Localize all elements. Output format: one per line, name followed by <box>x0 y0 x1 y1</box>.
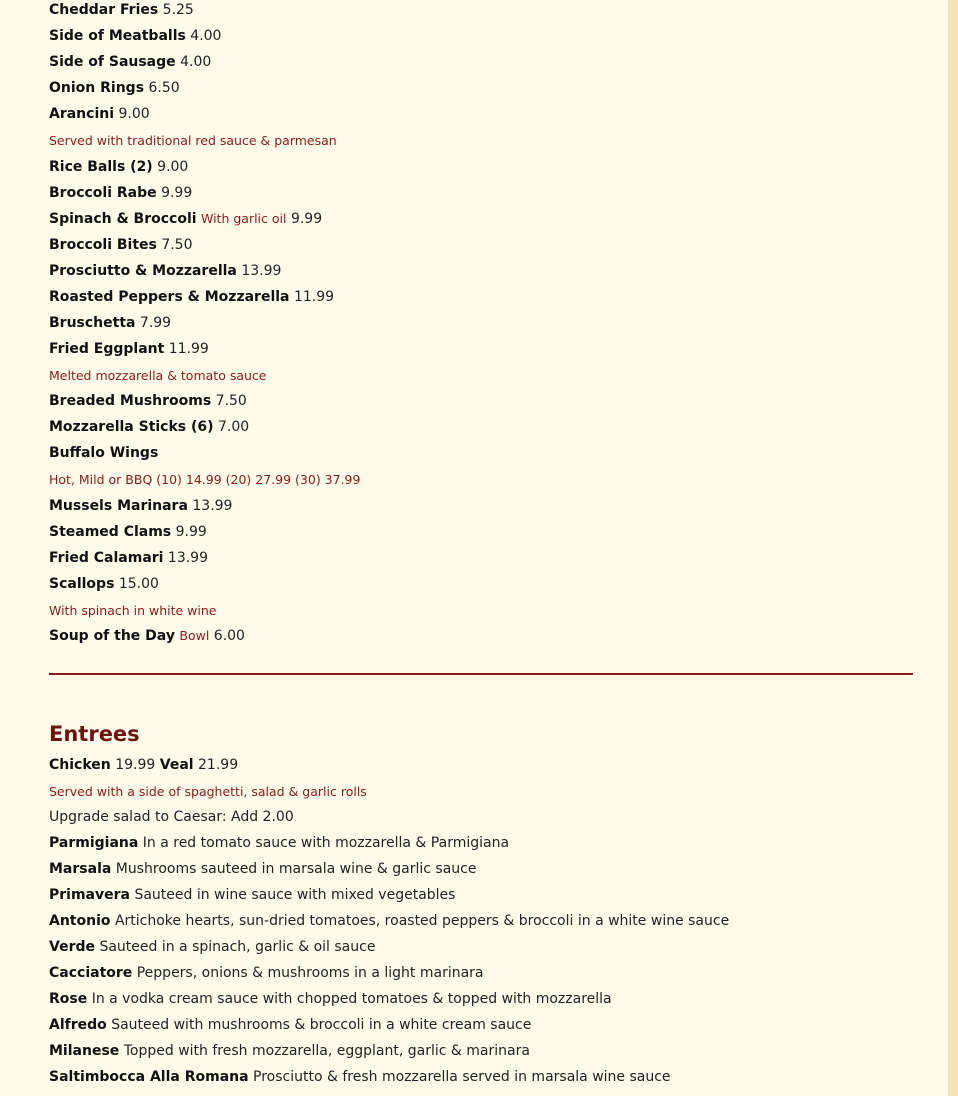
item-name: Arancini <box>49 106 115 122</box>
item-name: Cacciatore <box>49 965 133 981</box>
entree-style <box>49 937 375 957</box>
menu-item <box>49 52 211 72</box>
item-price: 9.00 <box>118 106 150 122</box>
item-name: Saltimbocca Alla Romana <box>49 1069 249 1085</box>
item-price: 21.99 <box>198 757 239 773</box>
item-description: Mushrooms sauteed in marsala wine & garlic sauce <box>115 861 477 877</box>
item-price: 19.99 <box>115 757 156 773</box>
note-text: Hot, Mild or BBQ (10) 14.99 (20) 27.99 (30) 37.99 <box>49 472 361 487</box>
menu-item <box>49 209 322 229</box>
item-name: Fried Eggplant <box>49 341 165 357</box>
menu-note <box>49 601 217 621</box>
item-name: Roasted Peppers & Mozzarella <box>49 289 290 305</box>
item-name: Marsala <box>49 861 112 877</box>
section-heading-entrees: Entrees <box>49 722 140 746</box>
entree-style <box>49 1067 671 1087</box>
item-price: 11.99 <box>168 341 209 357</box>
item-description: With garlic oil <box>201 211 287 226</box>
item-name: Spinach & Broccoli <box>49 211 197 227</box>
menu-note <box>49 366 266 386</box>
item-price: 13.99 <box>167 550 209 566</box>
item-name: Bruschetta <box>49 315 136 331</box>
item-name: Fried Calamari <box>49 550 164 566</box>
note-text: Served with a side of spaghetti, salad & garlic rolls <box>49 784 367 799</box>
entree-base-prices <box>49 755 238 775</box>
menu-item <box>49 626 245 646</box>
item-description: Sauteed in wine sauce with mixed vegetables <box>134 887 456 903</box>
entree-style <box>49 963 484 983</box>
item-description: Artichoke hearts, sun-dried tomatoes, roasted peppers & broccoli in a white wine sauce <box>114 913 730 929</box>
item-price: 6.50 <box>148 80 180 96</box>
entree-style <box>49 1041 530 1061</box>
item-name: Verde <box>49 939 95 955</box>
item-name: Rose <box>49 991 88 1007</box>
item-description: In a red tomato sauce with mozzarella & Parmigiana <box>142 835 510 851</box>
item-price: 7.50 <box>161 237 193 253</box>
item-price: 9.99 <box>161 185 193 201</box>
menu-item <box>49 417 249 437</box>
menu-item <box>49 287 334 307</box>
item-price: 9.99 <box>290 211 323 227</box>
item-name: Cheddar Fries <box>49 2 159 18</box>
item-name: Breaded Mushrooms <box>49 393 212 409</box>
item-price: 9.99 <box>175 524 207 540</box>
menu-item <box>49 339 209 359</box>
menu-item <box>49 183 192 203</box>
menu-item <box>49 522 207 542</box>
menu-item <box>49 26 221 46</box>
menu-item <box>49 235 193 255</box>
item-price: 4.00 <box>180 54 212 70</box>
item-price: 6.00 <box>213 628 245 644</box>
item-description: Sauteed in a spinach, garlic & oil sauce <box>99 939 376 955</box>
item-name: Scallops <box>49 576 115 592</box>
note-text: Melted mozzarella & tomato sauce <box>49 368 267 383</box>
upgrade-text: Upgrade salad to Caesar: Add 2.00 <box>49 809 294 825</box>
item-name: Parmigiana <box>49 835 139 851</box>
item-price: 13.99 <box>192 498 233 514</box>
item-price: 13.99 <box>241 263 282 279</box>
item-name: Buffalo Wings <box>49 445 159 461</box>
menu-item <box>49 548 208 568</box>
item-name: Antonio <box>49 913 111 929</box>
item-description: Peppers, onions & mushrooms in a light marinara <box>136 965 484 981</box>
item-description: Bowl <box>179 628 210 643</box>
menu-note <box>49 470 360 490</box>
menu-item <box>49 496 232 516</box>
item-name: Prosciutto & Mozzarella <box>49 263 237 279</box>
page-edge <box>948 0 958 1096</box>
item-name: Side of Sausage <box>49 54 176 70</box>
item-name: Onion Rings <box>49 80 145 96</box>
item-name: Primavera <box>49 887 130 903</box>
item-name: Veal <box>159 757 194 773</box>
item-name: Milanese <box>49 1043 120 1059</box>
item-name: Steamed Clams <box>49 524 172 540</box>
menu-item <box>49 104 150 124</box>
item-name: Soup of the Day <box>49 628 175 644</box>
item-price: 7.00 <box>218 419 250 435</box>
item-price: 9.00 <box>157 159 189 175</box>
note-text: Served with traditional red sauce & parmesan <box>49 133 337 148</box>
item-price: 5.25 <box>162 2 194 18</box>
item-name: Side of Meatballs <box>49 28 186 44</box>
entree-style <box>49 833 509 853</box>
entree-style <box>49 989 612 1009</box>
item-name: Rice Balls (2) <box>49 159 153 175</box>
note-text: With spinach in white wine <box>49 603 217 618</box>
menu-item <box>49 261 281 281</box>
menu-item <box>49 443 158 463</box>
entree-style <box>49 859 476 879</box>
menu-note <box>49 131 337 151</box>
menu-item <box>49 0 194 20</box>
menu-item <box>49 78 180 98</box>
menu-item <box>49 391 247 411</box>
item-price: 7.99 <box>139 315 172 331</box>
item-name: Alfredo <box>49 1017 107 1033</box>
item-price: 7.50 <box>215 393 247 409</box>
upgrade-note <box>49 807 294 827</box>
item-price: 4.00 <box>190 28 222 44</box>
item-name: Mussels Marinara <box>49 498 188 514</box>
menu-note <box>49 782 367 802</box>
item-name: Chicken <box>49 757 111 773</box>
menu-item <box>49 574 159 594</box>
entree-style <box>49 911 729 931</box>
section-divider <box>49 673 913 675</box>
item-name: Broccoli Bites <box>49 237 157 253</box>
item-price: 11.99 <box>293 289 335 305</box>
item-price: 15.00 <box>118 576 159 592</box>
menu-item <box>49 313 171 333</box>
item-description: In a vodka cream sauce with chopped tomatoes & topped with mozzarella <box>91 991 612 1007</box>
item-description: Sauteed with mushrooms & broccoli in a white cream sauce <box>111 1017 532 1033</box>
item-name: Broccoli Rabe <box>49 185 157 201</box>
menu-item <box>49 157 188 177</box>
item-description: Topped with fresh mozzarella, eggplant, garlic & marinara <box>123 1043 530 1059</box>
item-name: Mozzarella Sticks (6) <box>49 419 214 435</box>
item-description: Prosciutto & fresh mozzarella served in marsala wine sauce <box>253 1069 671 1085</box>
entree-style <box>49 885 455 905</box>
entree-style <box>49 1015 531 1035</box>
